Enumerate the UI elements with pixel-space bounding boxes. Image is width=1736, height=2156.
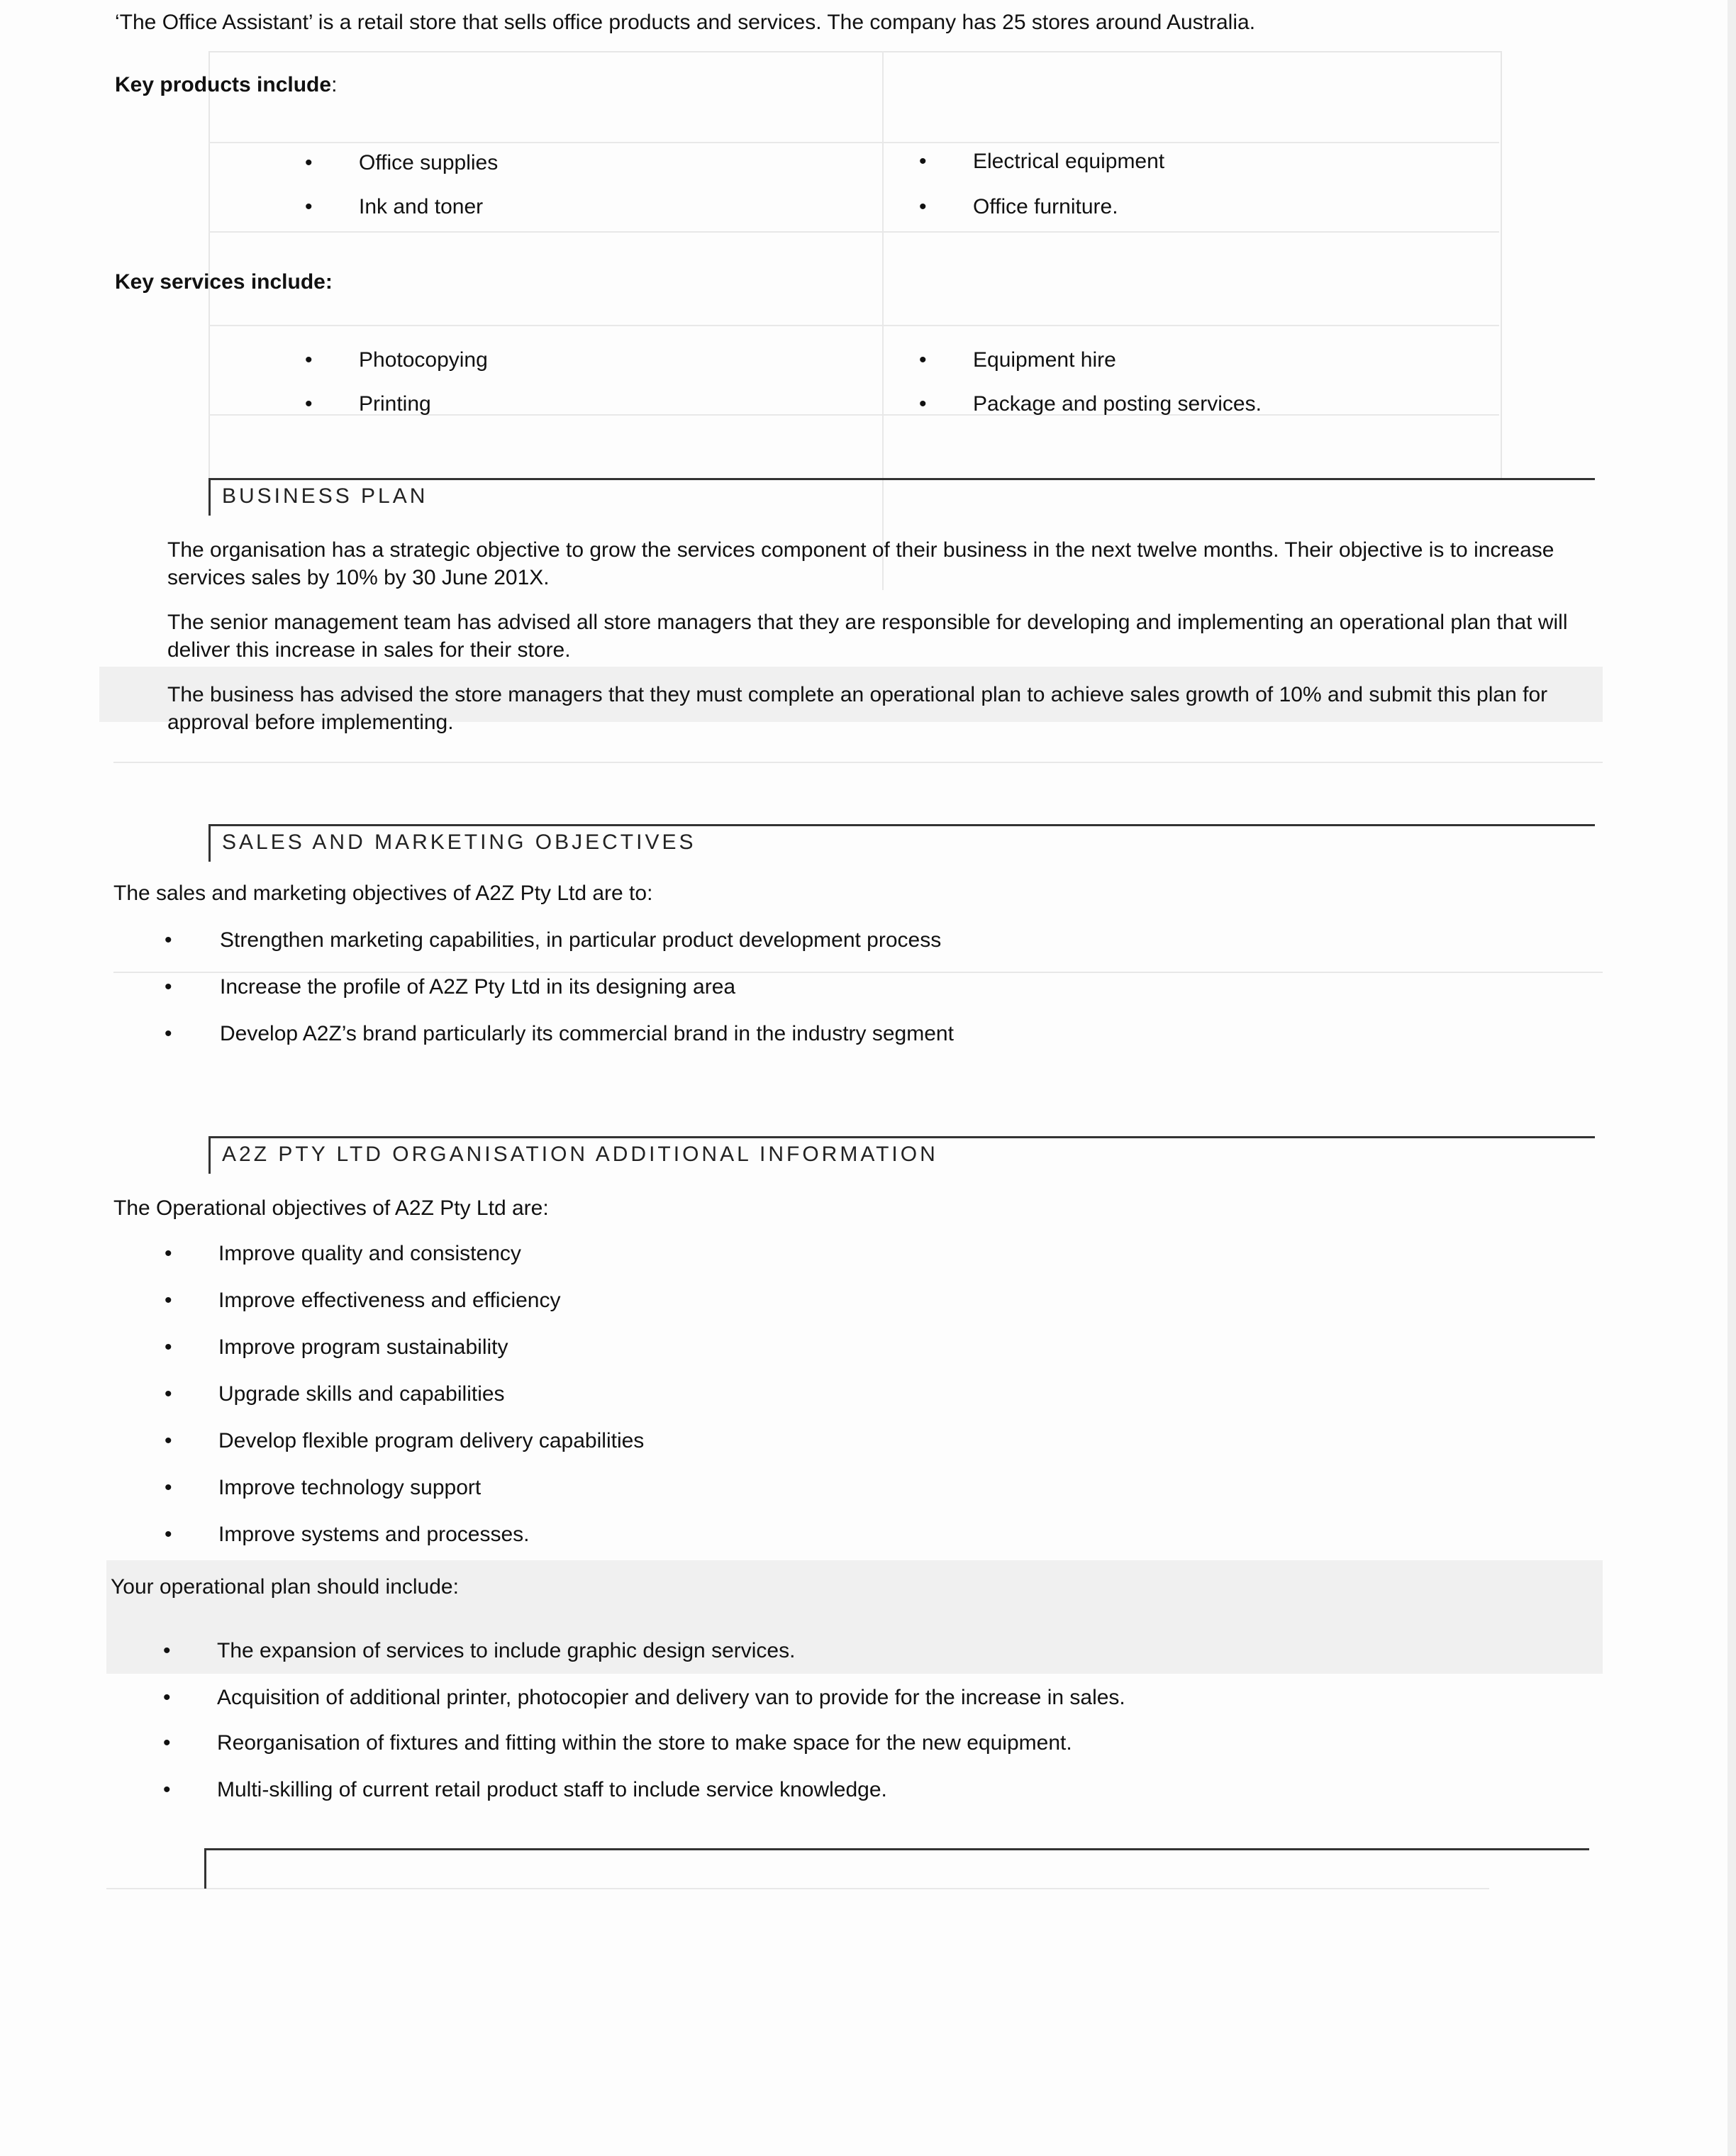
sales-marketing-section-header bbox=[208, 824, 1595, 862]
show-through-rule bbox=[113, 762, 1603, 763]
bullet-icon: • bbox=[163, 1778, 171, 1801]
list-item-label: Electrical equipment bbox=[973, 150, 1165, 173]
list-item-label: Develop flexible program delivery capabilities bbox=[218, 1429, 645, 1452]
bullet-icon: • bbox=[305, 151, 313, 174]
bullet-icon: • bbox=[919, 150, 927, 173]
scan-edge bbox=[1727, 0, 1736, 2156]
bullet-icon: • bbox=[305, 195, 313, 218]
additional-info-heading: A2Z PTY LTD ORGANISATION ADDITIONAL INFORMATION bbox=[222, 1143, 938, 1166]
business-plan-paragraph: The senior management team has advised all store managers that they are responsible for developing and implementing an operational plan that will deliver this increase in sales for their store. bbox=[167, 611, 1568, 662]
business-plan-paragraph: The organisation has a strategic objective to grow the services component of their business in the next twelve months. Their objective is to increase services sales by 10% by 30 June 201X. bbox=[167, 538, 1554, 589]
sales-marketing-heading: SALES AND MARKETING OBJECTIVES bbox=[222, 830, 696, 854]
list-item-label: Package and posting services. bbox=[973, 392, 1262, 416]
list-item-label: The expansion of services to include graphic design services. bbox=[217, 1639, 796, 1662]
bullet-icon: • bbox=[165, 1523, 172, 1546]
key-products-heading-colon: : bbox=[331, 73, 338, 96]
bullet-icon: • bbox=[163, 1639, 171, 1662]
list-item-label: Improve technology support bbox=[218, 1476, 482, 1499]
bullet-icon: • bbox=[305, 348, 313, 372]
list-item-label: Printing bbox=[359, 392, 431, 416]
list-item-label: Strengthen marketing capabilities, in particular product development process bbox=[220, 928, 942, 952]
operational-objectives-intro: The Operational objectives of A2Z Pty Ltd are: bbox=[113, 1196, 549, 1220]
business-plan-section-header bbox=[208, 478, 1595, 516]
list-item-label: Improve systems and processes. bbox=[218, 1523, 530, 1546]
list-item-label: Ink and toner bbox=[359, 195, 484, 218]
list-item-label: Multi-skilling of current retail product staff to include service knowledge. bbox=[217, 1778, 887, 1801]
bullet-icon: • bbox=[163, 1686, 171, 1709]
bullet-icon: • bbox=[165, 1476, 172, 1499]
bullet-icon: • bbox=[919, 392, 927, 416]
additional-info-section-header bbox=[208, 1136, 1595, 1174]
bullet-icon: • bbox=[305, 392, 313, 416]
bullet-icon: • bbox=[165, 1289, 172, 1312]
list-item-label: Develop A2Z’s brand particularly its commercial brand in the industry segment bbox=[220, 1022, 954, 1045]
list-item-label: Improve quality and consistency bbox=[218, 1242, 521, 1265]
key-services-heading: Key services include: bbox=[115, 270, 333, 294]
list-item-label: Improve program sustainability bbox=[218, 1335, 508, 1359]
show-through-rule bbox=[208, 142, 1499, 143]
key-products-heading-label: Key products include bbox=[115, 73, 332, 96]
operational-plan-intro: Your operational plan should include: bbox=[111, 1575, 459, 1599]
bullet-icon: • bbox=[165, 1382, 172, 1406]
list-item-label: Increase the profile of A2Z Pty Ltd in its designing area bbox=[220, 975, 736, 999]
list-item-label: Office supplies bbox=[359, 151, 499, 174]
sales-marketing-intro: The sales and marketing objectives of A2Z Pty Ltd are to: bbox=[113, 882, 653, 905]
bullet-icon: • bbox=[919, 348, 927, 372]
bullet-icon: • bbox=[165, 1429, 172, 1452]
business-plan-heading: BUSINESS PLAN bbox=[222, 484, 428, 508]
list-item-label: Reorganisation of fixtures and fitting within the store to make space for the new equipment. bbox=[217, 1731, 1072, 1755]
bullet-icon: • bbox=[919, 195, 927, 218]
list-item-label: Photocopying bbox=[359, 348, 488, 372]
show-through-rule bbox=[208, 325, 1499, 326]
bullet-icon: • bbox=[165, 928, 172, 952]
key-products-heading bbox=[115, 71, 337, 99]
intro-text: ‘The Office Assistant’ is a retail store that sells office products and services. The company has 25 stores around Australia. bbox=[115, 11, 1256, 34]
bullet-icon: • bbox=[165, 1335, 172, 1359]
business-plan-paragraph: The business has advised the store managers that they must complete an operational plan to achieve sales growth of 10% and submit this plan for approval before implementing. bbox=[167, 683, 1548, 734]
bullet-icon: • bbox=[163, 1731, 171, 1755]
show-through-rule bbox=[208, 231, 1499, 233]
list-item-label: Improve effectiveness and efficiency bbox=[218, 1289, 561, 1312]
list-item-label: Equipment hire bbox=[973, 348, 1116, 372]
bullet-icon: • bbox=[165, 975, 172, 999]
bullet-icon: • bbox=[165, 1022, 172, 1045]
list-item-label: Upgrade skills and capabilities bbox=[218, 1382, 505, 1406]
list-item-label: Acquisition of additional printer, photocopier and delivery van to provide for the increase in sales. bbox=[217, 1686, 1125, 1709]
bullet-icon: • bbox=[165, 1242, 172, 1265]
list-item-label: Office furniture. bbox=[973, 195, 1118, 218]
empty-section-header bbox=[204, 1848, 1589, 1889]
